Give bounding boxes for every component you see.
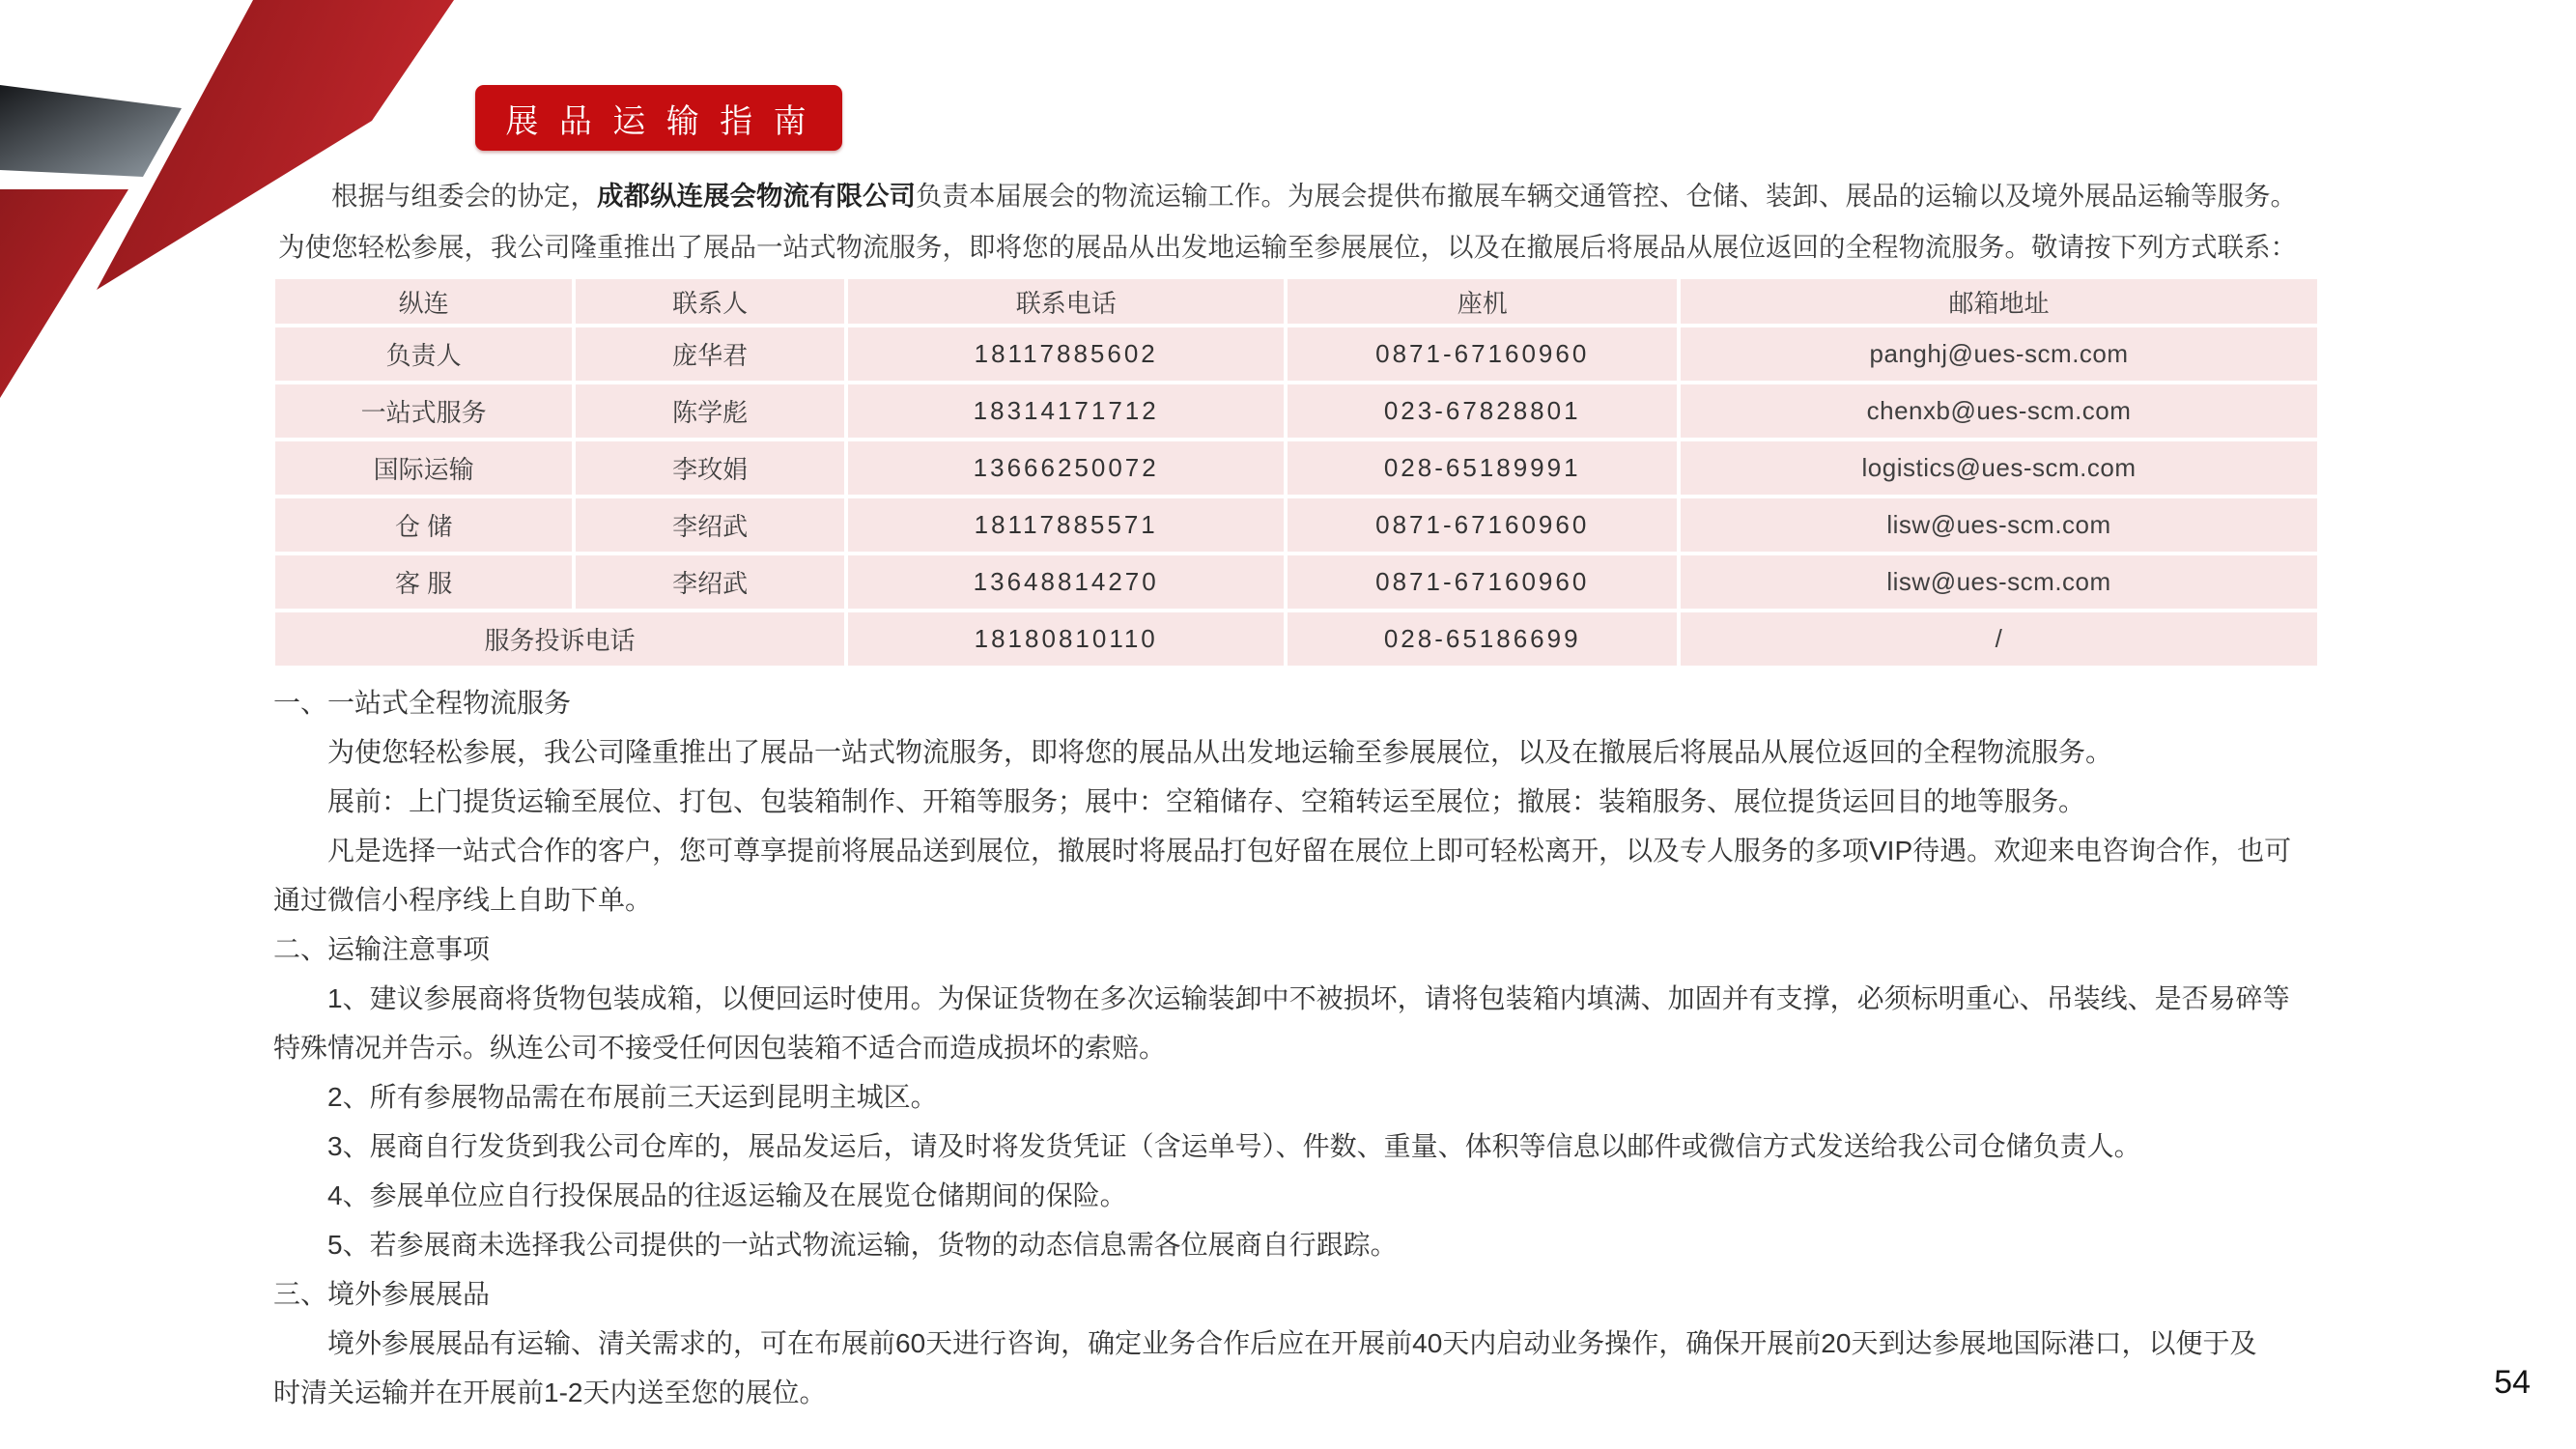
gray-slash-band	[0, 85, 182, 177]
contact-table	[273, 277, 2319, 668]
table-cell-phone: 18117885602	[846, 326, 1286, 383]
body-line: 凡是选择一站式合作的客户，您可尊享提前将展品送到展位，撤展时将展品打包好留在展位上即可轻松离开，以及专人服务的多项VIP待遇。欢迎来电咨询合作，也可	[327, 836, 2292, 866]
table-cell-landline: 0871-67160960	[1286, 326, 1679, 383]
table-cell: 李绍武	[574, 554, 846, 611]
red-corner-triangle	[0, 189, 128, 398]
body-line: 1、建议参展商将货物包装成箱，以便回运时使用。为保证货物在多次运输装卸中不被损坏，请将包装箱内填满、加固并有支撑，必须标明重心、吊装线、是否易碎等	[327, 983, 2290, 1013]
table-cell-email: lisw@ues-scm.com	[1679, 497, 2319, 554]
table-cell-phone: 18314171712	[846, 383, 1286, 440]
table-row	[273, 554, 2319, 611]
table-cell: 负责人	[273, 326, 574, 383]
table-cell: 一站式服务	[273, 383, 574, 440]
table-cell: 仓 储	[273, 497, 574, 554]
complaint-hotline-label: 服务投诉电话	[273, 611, 846, 668]
page-number: 54	[2494, 1364, 2531, 1401]
table-cell-phone: 13666250072	[846, 440, 1286, 497]
intro-line-1	[278, 170, 2403, 221]
page-title-badge	[475, 85, 842, 151]
body-line: 特殊情况并告示。纵连公司不接受任何因包装箱不适合而造成损坏的索赔。	[273, 1033, 1167, 1063]
table-cell: 李绍武	[574, 497, 846, 554]
complaint-hotline-phone: 18180810110	[846, 611, 1286, 668]
table-cell-landline: 023-67828801	[1286, 383, 1679, 440]
table-cell: 客 服	[273, 554, 574, 611]
header-cell-company: 纵连	[273, 277, 574, 326]
table-row	[273, 440, 2319, 497]
body-line: 2、所有参展物品需在布展前三天运到昆明主城区。	[327, 1082, 938, 1112]
complaint-hotline-landline: 028-65186699	[1286, 611, 1679, 668]
table-cell: 国际运输	[273, 440, 574, 497]
body-line: 境外参展展品有运输、清关需求的，可在布展前60天进行咨询，确定业务合作后应在开展前40天内启动业务操作，确保开展前20天到达参展地国际港口，以便于及	[327, 1328, 2257, 1358]
table-cell: 庞华君	[574, 326, 846, 383]
header-cell-phone: 联系电话	[846, 277, 1286, 326]
table-row	[273, 326, 2319, 383]
intro-line-2: 为使您轻松参展，我公司隆重推出了展品一站式物流服务，即将您的展品从出发地运输至参展展位，以及在撤展后将展品从展位返回的全程物流服务。敬请按下列方式联系：	[278, 232, 2297, 262]
body-line: 通过微信小程序线上自助下单。	[273, 885, 653, 915]
table-cell-landline: 028-65189991	[1286, 440, 1679, 497]
body-line: 5、若参展商未选择我公司提供的一站式物流运输，货物的动态信息需各位展商自行跟踪。	[327, 1230, 1398, 1260]
table-row	[273, 383, 2319, 440]
body-line: 为使您轻松参展，我公司隆重推出了展品一站式物流服务，即将您的展品从出发地运输至参展展位，以及在撤展后将展品从展位返回的全程物流服务。	[327, 737, 2113, 767]
body-line: 时清关运输并在开展前1-2天内送至您的展位。	[273, 1378, 827, 1407]
body-line: 展前：上门提货运输至展位、打包、包装箱制作、开箱等服务；展中：空箱储存、空箱转运至展位；撤展：装箱服务、展位提货运回目的地等服务。	[327, 786, 2086, 816]
table-cell-phone: 18117885571	[846, 497, 1286, 554]
table-cell-landline: 0871-67160960	[1286, 554, 1679, 611]
body-line: 3、展商自行发货到我公司仓库的，展品发运后，请及时将发货凭证（含运单号）、件数、重量、体积等信息以邮件或微信方式发送给我公司仓储负责人。	[327, 1131, 2141, 1161]
table-row	[273, 497, 2319, 554]
header-cell-contact: 联系人	[574, 277, 846, 326]
header-cell-email: 邮箱地址	[1679, 277, 2319, 326]
table-cell: 李玫娟	[574, 440, 846, 497]
complaint-hotline-email: /	[1679, 611, 2319, 668]
table-cell-email: panghj@ues-scm.com	[1679, 326, 2319, 383]
intro-lead: 根据与组委会的协定，	[331, 181, 597, 211]
header-cell-landline: 座机	[1286, 277, 1679, 326]
table-cell: 陈学彪	[574, 383, 846, 440]
body-line: 4、参展单位应自行投保展品的往返运输及在展览仓储期间的保险。	[327, 1180, 1127, 1210]
section-heading: 一、一站式全程物流服务	[273, 688, 572, 718]
section-heading: 三、境外参展展品	[273, 1279, 491, 1309]
intro-rest: 负责本届展会的物流运输工作。为展会提供布撤展车辆交通管控、仓储、装卸、展品的运输以及境外展品运输等服务。	[916, 181, 2297, 211]
page-title: 展 品 运 输 指 南	[505, 102, 812, 140]
table-cell-email: logistics@ues-scm.com	[1679, 440, 2319, 497]
intro-paragraph	[278, 170, 2403, 272]
table-header-row	[273, 277, 2319, 326]
section-heading: 二、运输注意事项	[273, 934, 491, 964]
table-cell-phone: 13648814270	[846, 554, 1286, 611]
table-cell-email: lisw@ues-scm.com	[1679, 554, 2319, 611]
body-text	[273, 678, 2418, 1417]
table-footer-row	[273, 611, 2319, 668]
table-cell-email: chenxb@ues-scm.com	[1679, 383, 2319, 440]
table-cell-landline: 0871-67160960	[1286, 497, 1679, 554]
company-name: 成都纵连展会物流有限公司	[597, 181, 916, 211]
